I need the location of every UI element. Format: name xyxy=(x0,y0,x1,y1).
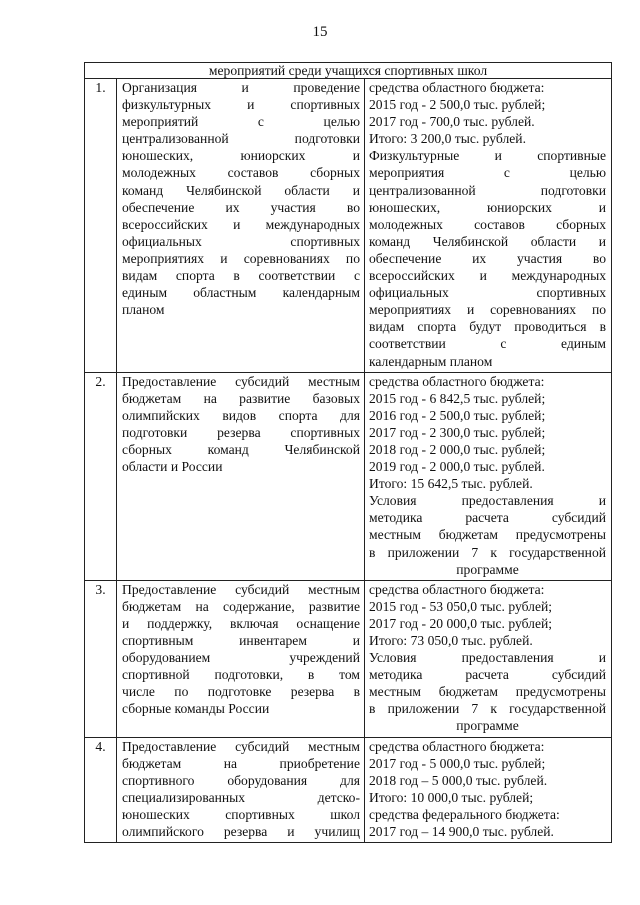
funding-line: 2017 год - 5 000,0 тыс. рублей; xyxy=(369,755,546,771)
funding-details xyxy=(365,580,612,737)
funding-line: 2015 год - 6 842,5 тыс. рублей; xyxy=(369,390,546,406)
funding-line: 2019 год - 2 000,0 тыс. рублей. xyxy=(369,459,545,475)
funding-line: 2016 год - 2 500,0 тыс. рублей; xyxy=(369,407,546,423)
event-line: Предоставление субсидий местным xyxy=(122,581,360,597)
funding-line: 2018 год - 2 000,0 тыс. рублей; xyxy=(369,441,546,457)
table-row xyxy=(85,737,612,843)
funding-line: команд Челябинской области и xyxy=(369,233,607,249)
funding-line: всероссийских и международных xyxy=(369,268,607,284)
funding-line: средства областного бюджета: xyxy=(369,581,545,597)
funding-details xyxy=(365,79,612,373)
row-number: 3. xyxy=(85,580,117,737)
event-description xyxy=(117,580,365,737)
event-line: спортивным инвентарем и xyxy=(122,633,360,648)
funding-line: средства федерального бюджета: xyxy=(369,806,560,822)
funding-line: официальных спортивных xyxy=(369,285,607,301)
event-line: области и России xyxy=(122,459,223,475)
event-description xyxy=(117,737,365,843)
funding-line: 2017 год - 2 300,0 тыс. рублей; xyxy=(369,424,546,440)
funding-line: соответствии с единым xyxy=(369,336,607,352)
row-number: 4. xyxy=(85,737,117,843)
table-row xyxy=(85,372,612,580)
funding-line: мероприятиях и соревнованиях по xyxy=(369,302,607,318)
event-line: специализированных детско- xyxy=(122,789,360,805)
funding-line: видам спорта будут проводиться в xyxy=(369,319,607,335)
event-line: оборудованием учреждений xyxy=(122,650,360,666)
funding-line: мероприятия с целью xyxy=(369,165,607,181)
funding-line: средства областного бюджета: xyxy=(369,738,545,754)
funding-line: программе xyxy=(456,718,519,734)
funding-line: 2017 год - 700,0 тыс. рублей. xyxy=(369,114,535,130)
funding-line: местным бюджетам предусмотрены xyxy=(369,527,607,543)
funding-line: 2018 год – 5 000,0 тыс. рублей. xyxy=(369,772,548,788)
event-line: единым областным календарным xyxy=(122,285,360,301)
funding-line: программе xyxy=(456,561,519,577)
program-table xyxy=(84,62,612,843)
table-row xyxy=(85,79,612,373)
event-line: команд Челябинской области и xyxy=(122,182,360,198)
funding-line: Условия предоставления и xyxy=(369,650,607,666)
page-number: 15 xyxy=(312,24,328,40)
event-line: Организация и проведение xyxy=(122,80,360,95)
event-line: видам спорта в соответствии с xyxy=(122,268,360,284)
funding-line: Условия предоставления и xyxy=(369,493,607,509)
funding-line: Итого: 73 050,0 тыс. рублей. xyxy=(369,633,533,648)
funding-line: молодежных составов сборных xyxy=(369,216,607,232)
event-description xyxy=(117,79,365,373)
table-row xyxy=(85,580,612,737)
event-line: числе по подготовке резерва в xyxy=(122,684,360,700)
event-line: мероприятий с целью xyxy=(122,114,360,130)
event-line: сборные команды России xyxy=(122,701,270,717)
funding-line: 2017 год – 14 900,0 тыс. рублей. xyxy=(369,824,554,840)
event-line: сборных команд Челябинской xyxy=(122,441,360,457)
funding-line: централизованной подготовки xyxy=(369,182,607,198)
funding-line: Итого: 3 200,0 тыс. рублей. xyxy=(369,131,526,147)
funding-line: 2015 год - 2 500,0 тыс. рублей; xyxy=(369,97,546,113)
event-line: мероприятиях и соревнованиях по xyxy=(122,250,360,266)
funding-line: 2017 год - 20 000,0 тыс. рублей; xyxy=(369,615,553,631)
funding-line: методика расчета субсидий xyxy=(369,510,607,526)
funding-line: Итого: 10 000,0 тыс. рублей; xyxy=(369,789,534,805)
funding-line: в приложении 7 к государственной xyxy=(369,544,607,560)
funding-line: средства областного бюджета: xyxy=(369,373,545,389)
event-line: олимпийских видов спорта для xyxy=(122,407,360,423)
row-number: 2. xyxy=(85,372,117,580)
event-line: планом xyxy=(122,302,165,318)
funding-line: календарным планом xyxy=(369,353,493,369)
funding-line: средства областного бюджета: xyxy=(369,80,545,95)
event-line: спортивной подготовки, в том xyxy=(122,667,360,683)
event-line: и поддержку, включая оснащение xyxy=(122,615,360,631)
event-line: подготовки резерва спортивных xyxy=(122,424,360,440)
event-description xyxy=(117,372,365,580)
event-line: юношеских спортивных школ xyxy=(122,806,360,822)
funding-line: Итого: 15 642,5 тыс. рублей. xyxy=(369,476,533,492)
funding-line: методика расчета субсидий xyxy=(369,667,607,683)
funding-line: в приложении 7 к государственной xyxy=(369,701,607,717)
funding-details xyxy=(365,372,612,580)
event-line: обеспечение их участия во xyxy=(122,199,360,215)
event-line: всероссийских и международных xyxy=(122,216,360,232)
section-title: мероприятий среди учащихся спортивных школ xyxy=(85,63,612,79)
funding-line: местным бюджетам предусмотрены xyxy=(369,684,607,700)
funding-line: 2015 год - 53 050,0 тыс. рублей; xyxy=(369,598,553,614)
event-line: бюджетам на развитие базовых xyxy=(122,390,360,406)
funding-details xyxy=(365,737,612,843)
event-line: официальных спортивных xyxy=(122,233,360,249)
event-line: Предоставление субсидий местным xyxy=(122,738,360,754)
event-line: централизованной подготовки xyxy=(122,131,360,147)
funding-line: обеспечение их участия во xyxy=(369,250,607,266)
event-line: юношеских, юниорских и xyxy=(122,148,360,164)
event-line: физкультурных и спортивных xyxy=(122,97,360,113)
event-line: олимпийского резерва и училищ xyxy=(122,824,360,840)
event-line: спортивного оборудования для xyxy=(122,772,360,788)
event-line: Предоставление субсидий местным xyxy=(122,373,360,389)
event-line: бюджетам на приобретение xyxy=(122,755,360,771)
row-number: 1. xyxy=(85,79,117,373)
section-heading-row xyxy=(85,63,612,79)
funding-line: юношеских, юниорских и xyxy=(369,199,607,215)
funding-line: Физкультурные и спортивные xyxy=(369,148,607,164)
event-line: молодежных составов сборных xyxy=(122,165,360,181)
event-line: бюджетам на содержание, развитие xyxy=(122,598,360,614)
